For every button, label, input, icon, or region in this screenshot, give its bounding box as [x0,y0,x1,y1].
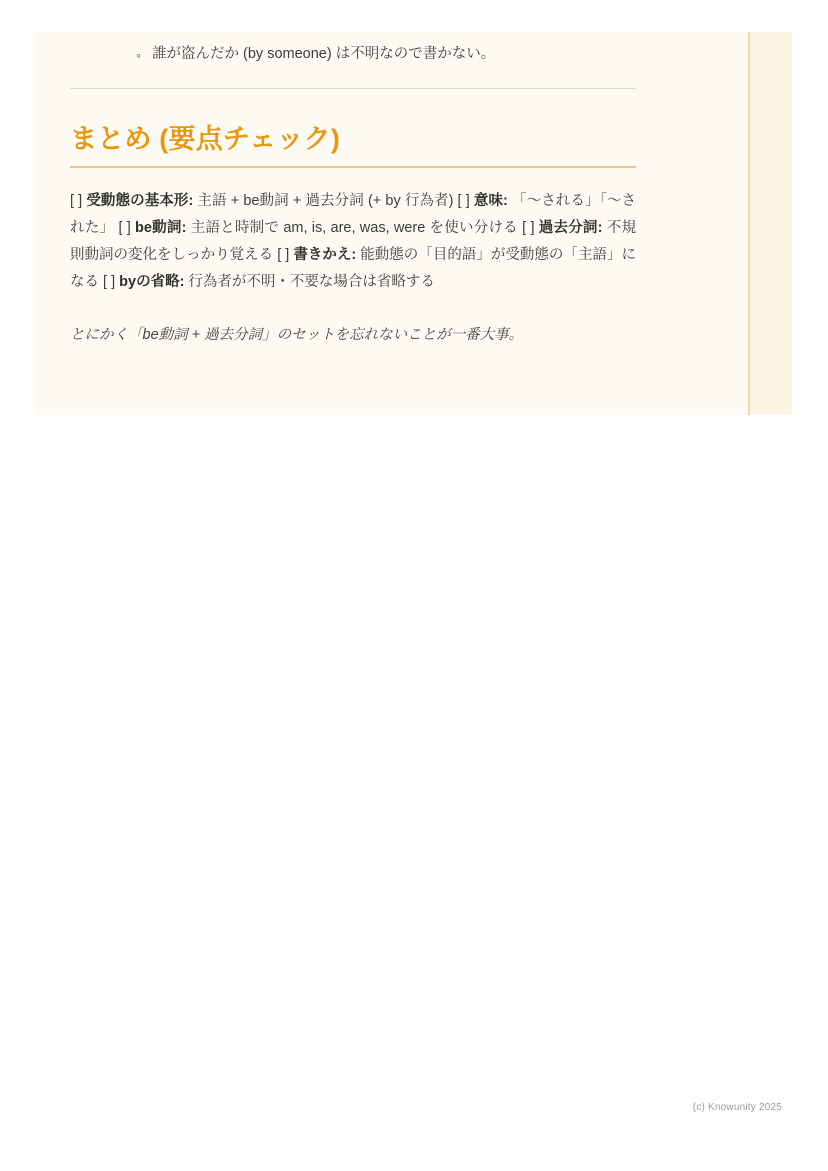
section-title: まとめ (要点チェック) [70,124,341,154]
checklist-label: 受動態の基本形: [86,193,194,209]
checklist-label: 意味: [473,193,508,209]
summary-checklist-paragraph [70,188,636,296]
checklist-label: be動詞: [135,220,187,236]
closing-note: とにかく「be動詞 + 過去分詞」のセットを忘れないことが一番大事。 [70,327,524,343]
footer-copyright: (c) Knowunity 2025 [692,1102,782,1113]
document-page-card [36,32,792,415]
checklist-label: 書きかえ: [293,247,357,263]
bullet-marker-icon: ◦ [136,47,141,63]
checklist-text: 「〜される」「〜された」 [ ] [70,193,637,236]
title-underline-rule [70,166,636,168]
page-content [70,32,636,347]
checklist-text: 不規則動詞の変化をしっかり覚える [ ] [70,220,636,263]
page-accent-strip [748,32,792,415]
checklist-text: 能動態の「目的語」が受動態の「主語」になる [ ] [70,247,636,290]
list-item [136,43,636,66]
checklist-text: 行為者が不明・不要な場合は省略する [184,274,435,290]
checklist-label: 過去分詞: [538,220,603,236]
checklist-text: 主語と時制で am, is, are, was, were を使い分ける [ ] [186,220,539,236]
checklist-text: 主語 + be動詞 + 過去分詞 (+ by 行為者) [ ] [193,193,474,209]
list-item-text: 誰が盗んだか (by someone) は不明なので書かない。 [152,46,496,62]
checklist-text: [ ] [70,193,87,209]
checklist-label: byの省略: [119,274,185,290]
section-divider [70,88,636,89]
